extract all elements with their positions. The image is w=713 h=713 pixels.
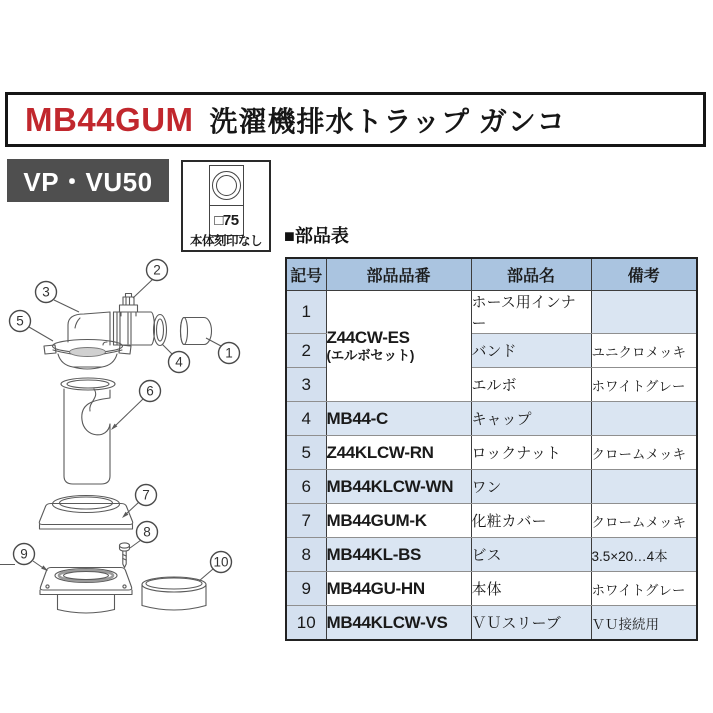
header-remarks: 備考 (591, 258, 697, 291)
diagram-part-cover (39, 496, 132, 530)
table-row (286, 436, 697, 470)
cell-no: 8 (286, 538, 326, 572)
cell-no: 3 (286, 368, 326, 402)
cell-no: 2 (286, 334, 326, 368)
cell-remarks (591, 470, 697, 504)
stamp-note: 本体刻印なし (189, 234, 262, 248)
cell-part-number: MB44GU-HN (326, 572, 471, 606)
cell-part-name: バンド (471, 334, 591, 368)
body-stamp-box (181, 160, 271, 252)
cell-part-name: ビス (471, 538, 591, 572)
cell-part-number: Z44KLCW-RN (326, 436, 471, 470)
diagram-part-hose-connector (114, 312, 155, 345)
cell-remarks: 3.5×20…4本 (591, 538, 697, 572)
cell-no: 7 (286, 504, 326, 538)
svg-text:5: 5 (16, 313, 24, 329)
svg-text:1: 1 (225, 345, 233, 361)
svg-text:7: 7 (142, 487, 150, 503)
cell-part-name: ＶＵスリーブ (471, 606, 591, 641)
stamp-size-mark: □75 (214, 212, 239, 229)
cell-no: 10 (286, 606, 326, 641)
cell-no: 9 (286, 572, 326, 606)
svg-text:2: 2 (153, 262, 161, 278)
callout-4 (162, 344, 190, 373)
table-row (286, 538, 697, 572)
diagram-part-cap (181, 318, 212, 345)
cell-remarks: クロームメッキ (591, 504, 697, 538)
svg-text:8: 8 (143, 524, 151, 540)
parts-table (285, 257, 698, 641)
cell-remarks: ホワイトグレー (591, 368, 697, 402)
diagram-part-screw (120, 543, 130, 568)
header-part-name: 部品名 (471, 258, 591, 291)
cell-part-number: MB44KLCW-WN (326, 470, 471, 504)
pipe-size-label: VP・VU50 (23, 167, 153, 197)
cell-part-number-merged (326, 291, 471, 402)
pipe-size-badge (7, 159, 169, 202)
cell-remarks: ＶＵ接続用 (591, 606, 697, 641)
cell-no: 5 (286, 436, 326, 470)
cell-part-name: 化粧カバー (471, 504, 591, 538)
cell-part-name: ロックナット (471, 436, 591, 470)
cell-part-number: MB44GUM-K (326, 504, 471, 538)
cell-no: 4 (286, 402, 326, 436)
table-row (286, 291, 697, 334)
callout-1 (206, 338, 240, 364)
table-row (286, 470, 697, 504)
table-row (286, 402, 697, 436)
table-header-row (286, 258, 697, 291)
cell-remarks: ホワイトグレー (591, 572, 697, 606)
cell-remarks (591, 291, 697, 334)
product-name: 洗濯機排水トラップ ガンコ (209, 105, 566, 137)
pipe-opening-inner-ring (216, 175, 237, 196)
cell-remarks: クロームメッキ (591, 436, 697, 470)
cell-part-name: 本体 (471, 572, 591, 606)
callout-2 (133, 260, 168, 299)
merged-part-number: Z44CW-ES (326, 328, 410, 348)
diagram-part-vu-sleeve (142, 577, 206, 610)
callout-6 (111, 381, 161, 431)
pipe-opening-icon (212, 171, 241, 200)
callout-3 (36, 282, 80, 313)
svg-text:9: 9 (20, 546, 28, 562)
cell-remarks: ユニクロメッキ (591, 334, 697, 368)
cell-no: 6 (286, 470, 326, 504)
cell-part-number: MB44KL-BS (326, 538, 471, 572)
callout-5 (10, 311, 54, 342)
stamp-opening-cell (209, 165, 244, 206)
header-part-number: 部品品番 (326, 258, 471, 291)
cell-remarks (591, 402, 697, 436)
callout-10 (199, 552, 232, 582)
cell-part-name: ワン (471, 470, 591, 504)
callout-9 (0, 544, 48, 572)
parts-table-title: ■部品表 (284, 226, 349, 246)
diagram-part-flange (44, 340, 131, 370)
svg-text:4: 4 (175, 354, 183, 370)
cell-part-name: キャップ (471, 402, 591, 436)
diagram-part-main-body (40, 568, 132, 614)
exploded-view-diagram (0, 250, 280, 670)
product-model-code: MB44GUM (25, 100, 194, 138)
svg-text:10: 10 (213, 554, 229, 570)
callout-8 (130, 522, 158, 549)
cell-part-number: MB44KLCW-VS (326, 606, 471, 641)
diagram-part-gasket (154, 315, 167, 346)
merged-part-number-sub: (エルボセット) (326, 348, 415, 364)
diagram-part-wan-tube (61, 378, 115, 484)
cell-no: 1 (286, 291, 326, 334)
cell-part-number: MB44-C (326, 402, 471, 436)
table-row (286, 572, 697, 606)
product-title-bar (5, 92, 706, 147)
callout-7 (122, 485, 157, 519)
cell-part-name: エルボ (471, 368, 591, 402)
cell-part-name: ホース用インナー (471, 291, 591, 334)
table-row (286, 504, 697, 538)
svg-text:3: 3 (42, 284, 50, 300)
svg-text:6: 6 (146, 383, 154, 399)
table-row (286, 606, 697, 641)
header-no: 記号 (286, 258, 326, 291)
